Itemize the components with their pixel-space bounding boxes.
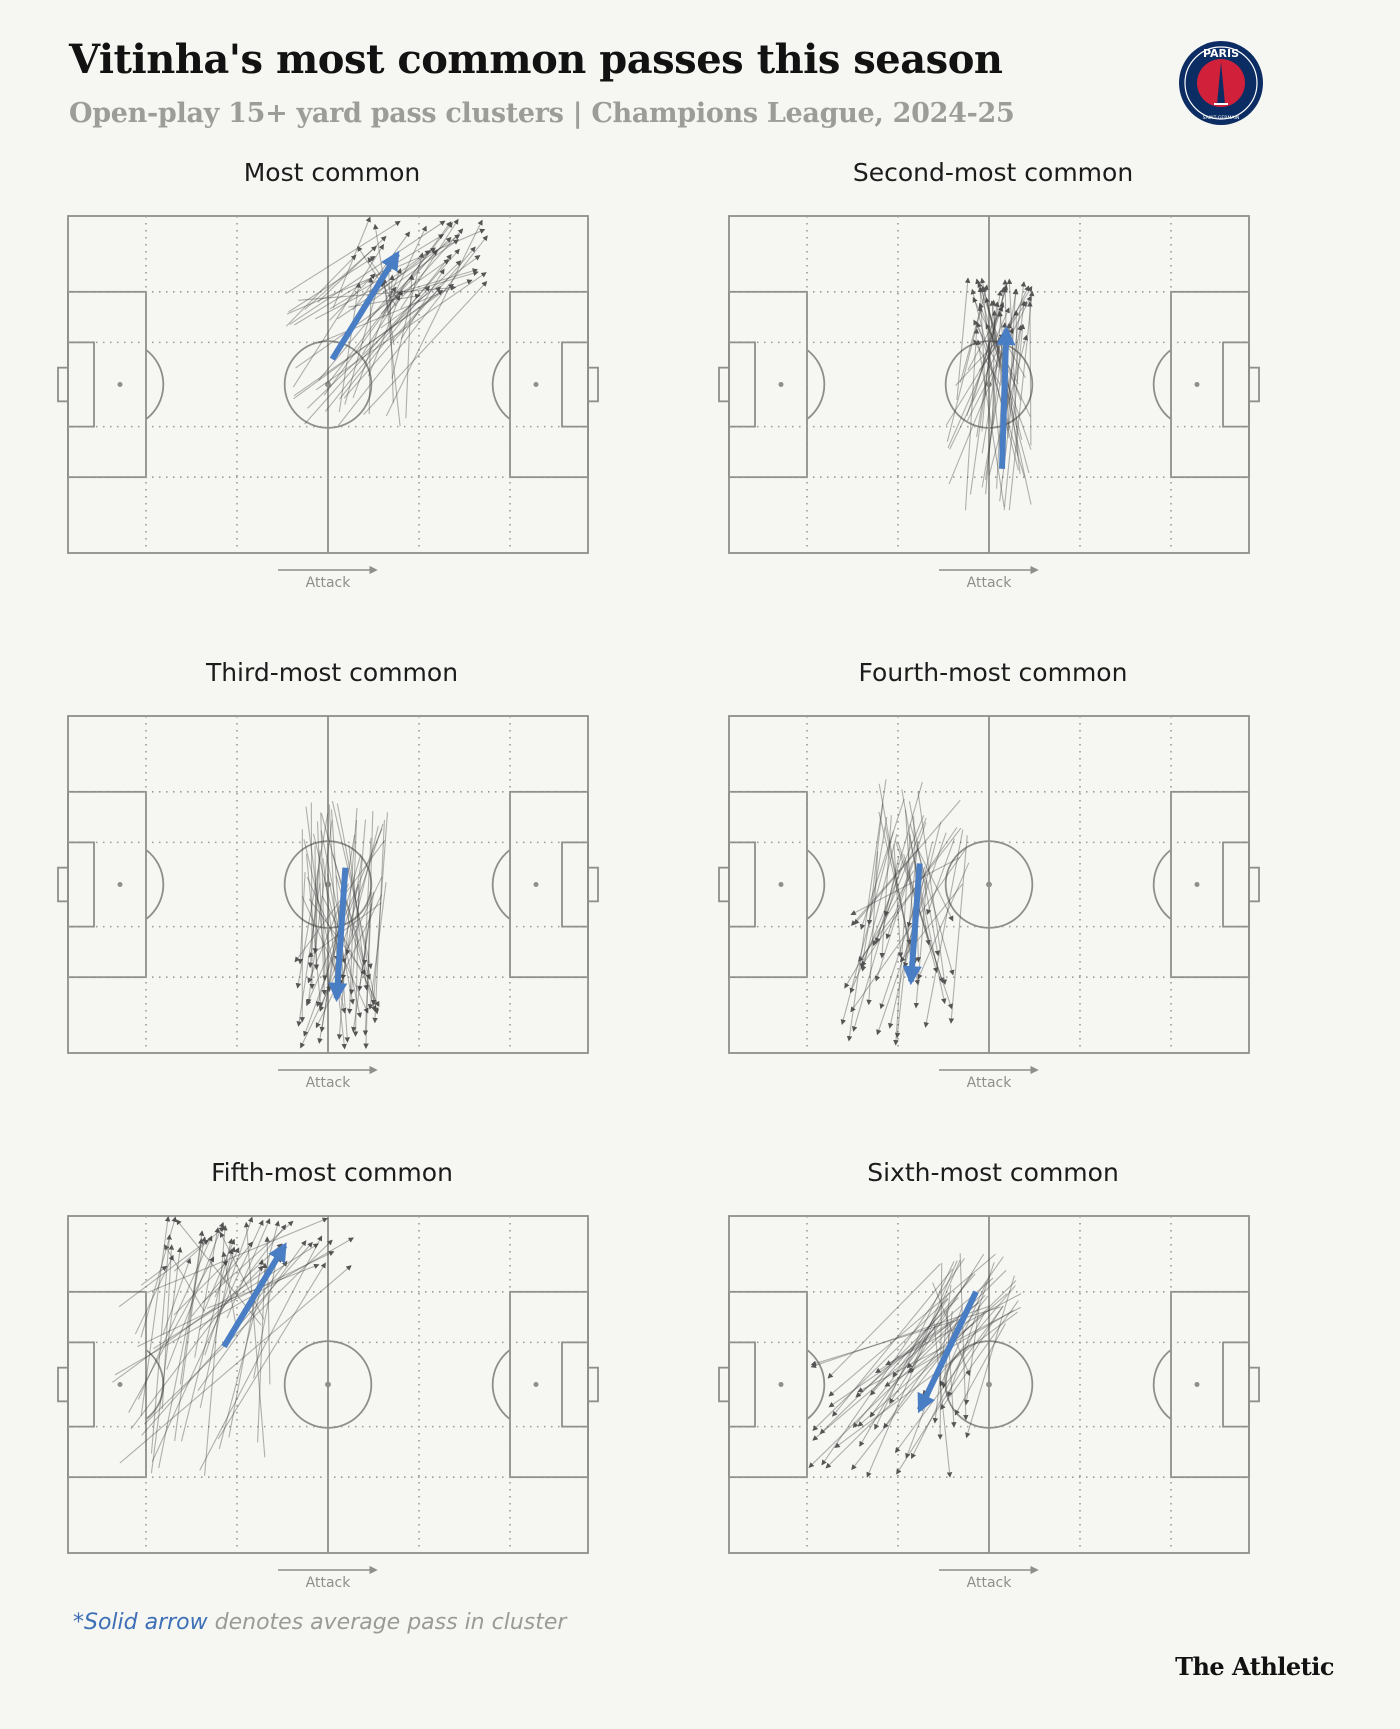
penalty-arc xyxy=(807,1350,824,1419)
penalty-spot xyxy=(118,383,121,386)
footnote-highlight: *Solid arrow xyxy=(73,1610,208,1635)
pass-arrow xyxy=(218,1263,325,1438)
psg-crest-logo xyxy=(1178,40,1264,126)
penalty-arc xyxy=(807,850,824,919)
penalty-arc xyxy=(146,350,163,419)
pitch-markings xyxy=(719,1216,1259,1553)
penalty-arc xyxy=(1154,1350,1171,1419)
penalty-spot xyxy=(118,1383,121,1386)
the-athletic-logo: The Athletic xyxy=(1175,1652,1334,1681)
goal xyxy=(1249,368,1259,402)
penalty-arc xyxy=(146,850,163,919)
penalty-box xyxy=(68,1292,146,1477)
penalty-box xyxy=(729,292,807,477)
pass-arrow xyxy=(366,811,373,1048)
six-yard-box xyxy=(1223,1342,1249,1426)
six-yard-box xyxy=(729,1342,755,1426)
pass-arrow xyxy=(153,1244,317,1349)
pitch-chart xyxy=(56,1202,608,1594)
pitch-chart xyxy=(56,202,608,594)
penalty-arc xyxy=(1154,850,1171,919)
penalty-spot xyxy=(534,383,537,386)
penalty-box xyxy=(510,1292,588,1477)
six-yard-box xyxy=(68,842,94,926)
goal xyxy=(58,368,68,402)
penalty-arc xyxy=(493,1350,510,1419)
pass-arrow xyxy=(833,1269,953,1416)
goal xyxy=(588,868,598,902)
pass-arrow xyxy=(344,247,475,398)
penalty-box xyxy=(729,1292,807,1477)
attack-label: Attack xyxy=(966,575,1012,591)
penalty-box xyxy=(510,292,588,477)
penalty-spot xyxy=(779,883,782,886)
penalty-arc xyxy=(493,350,510,419)
penalty-arc xyxy=(493,850,510,919)
penalty-spot xyxy=(534,1383,537,1386)
pass-arrow xyxy=(960,307,981,383)
pass-lines xyxy=(286,217,487,426)
pass-arrow xyxy=(375,820,385,1022)
attack-label: Attack xyxy=(305,1575,351,1591)
panel-title: Second-most common xyxy=(852,158,1134,187)
penalty-spot xyxy=(534,883,537,886)
penalty-box xyxy=(1171,792,1249,977)
six-yard-box xyxy=(729,342,755,426)
footnote xyxy=(73,1610,566,1635)
goal xyxy=(719,368,729,402)
goal xyxy=(588,368,598,402)
pitch-markings xyxy=(58,1216,598,1553)
penalty-box xyxy=(68,792,146,977)
centre-spot xyxy=(326,1383,330,1387)
penalty-box xyxy=(510,792,588,977)
pass-arrow xyxy=(1030,302,1031,445)
penalty-spot xyxy=(1195,383,1198,386)
pass-arrow xyxy=(869,804,883,925)
six-yard-box xyxy=(68,1342,94,1426)
pass-arrow xyxy=(141,1266,166,1285)
attack-label: Attack xyxy=(966,1075,1012,1091)
panel-title: Most common xyxy=(243,158,421,187)
penalty-box xyxy=(1171,1292,1249,1477)
six-yard-box xyxy=(1223,842,1249,926)
six-yard-box xyxy=(729,842,755,926)
panel-title: Fourth-most common xyxy=(858,658,1128,687)
penalty-arc xyxy=(1154,350,1171,419)
pitch-chart xyxy=(56,702,608,1094)
panel-title: Fifth-most common xyxy=(211,1158,453,1187)
penalty-box xyxy=(68,292,146,477)
pass-arrow xyxy=(311,803,312,989)
pass-lines xyxy=(112,1217,353,1476)
penalty-arc xyxy=(807,350,824,419)
pitch-markings xyxy=(719,216,1259,553)
penalty-spot xyxy=(779,383,782,386)
six-yard-box xyxy=(562,342,588,426)
centre-spot xyxy=(987,883,991,887)
goal xyxy=(1249,868,1259,902)
pass-lines xyxy=(842,779,969,1044)
pass-arrow xyxy=(951,835,967,1022)
crest-bottom-text: SAINT-GERMAIN xyxy=(1202,116,1240,121)
panel-title: Sixth-most common xyxy=(867,1158,1119,1187)
goal xyxy=(588,1368,598,1402)
centre-spot xyxy=(987,1383,991,1387)
goal xyxy=(1249,1368,1259,1402)
pitch-chart xyxy=(717,1202,1269,1594)
penalty-box xyxy=(729,792,807,977)
goal xyxy=(719,868,729,902)
penalty-spot xyxy=(118,883,121,886)
pitch-markings xyxy=(719,716,1259,1053)
attack-label: Attack xyxy=(966,1575,1012,1591)
penalty-box xyxy=(1171,292,1249,477)
pitch-chart xyxy=(717,202,1269,594)
pass-arrow xyxy=(338,236,487,426)
penalty-spot xyxy=(1195,1383,1198,1386)
panel-title: Third-most common xyxy=(205,658,459,687)
page-subtitle: Open-play 15+ yard pass clusters | Champions League, 2024-25 xyxy=(69,98,1015,129)
penalty-spot xyxy=(1195,883,1198,886)
pitch-chart xyxy=(717,702,1269,1094)
goal xyxy=(58,1368,68,1402)
attack-label: Attack xyxy=(305,575,351,591)
crest-top-text: PARIS xyxy=(1202,47,1240,60)
six-yard-box xyxy=(1223,342,1249,426)
six-yard-box xyxy=(68,342,94,426)
six-yard-box xyxy=(562,842,588,926)
page-title: Vitinha's most common passes this season xyxy=(69,36,1003,83)
penalty-spot xyxy=(779,1383,782,1386)
six-yard-box xyxy=(562,1342,588,1426)
goal xyxy=(719,1368,729,1402)
footnote-text: denotes average pass in cluster xyxy=(207,1610,567,1635)
attack-label: Attack xyxy=(305,1075,351,1091)
goal xyxy=(58,868,68,902)
